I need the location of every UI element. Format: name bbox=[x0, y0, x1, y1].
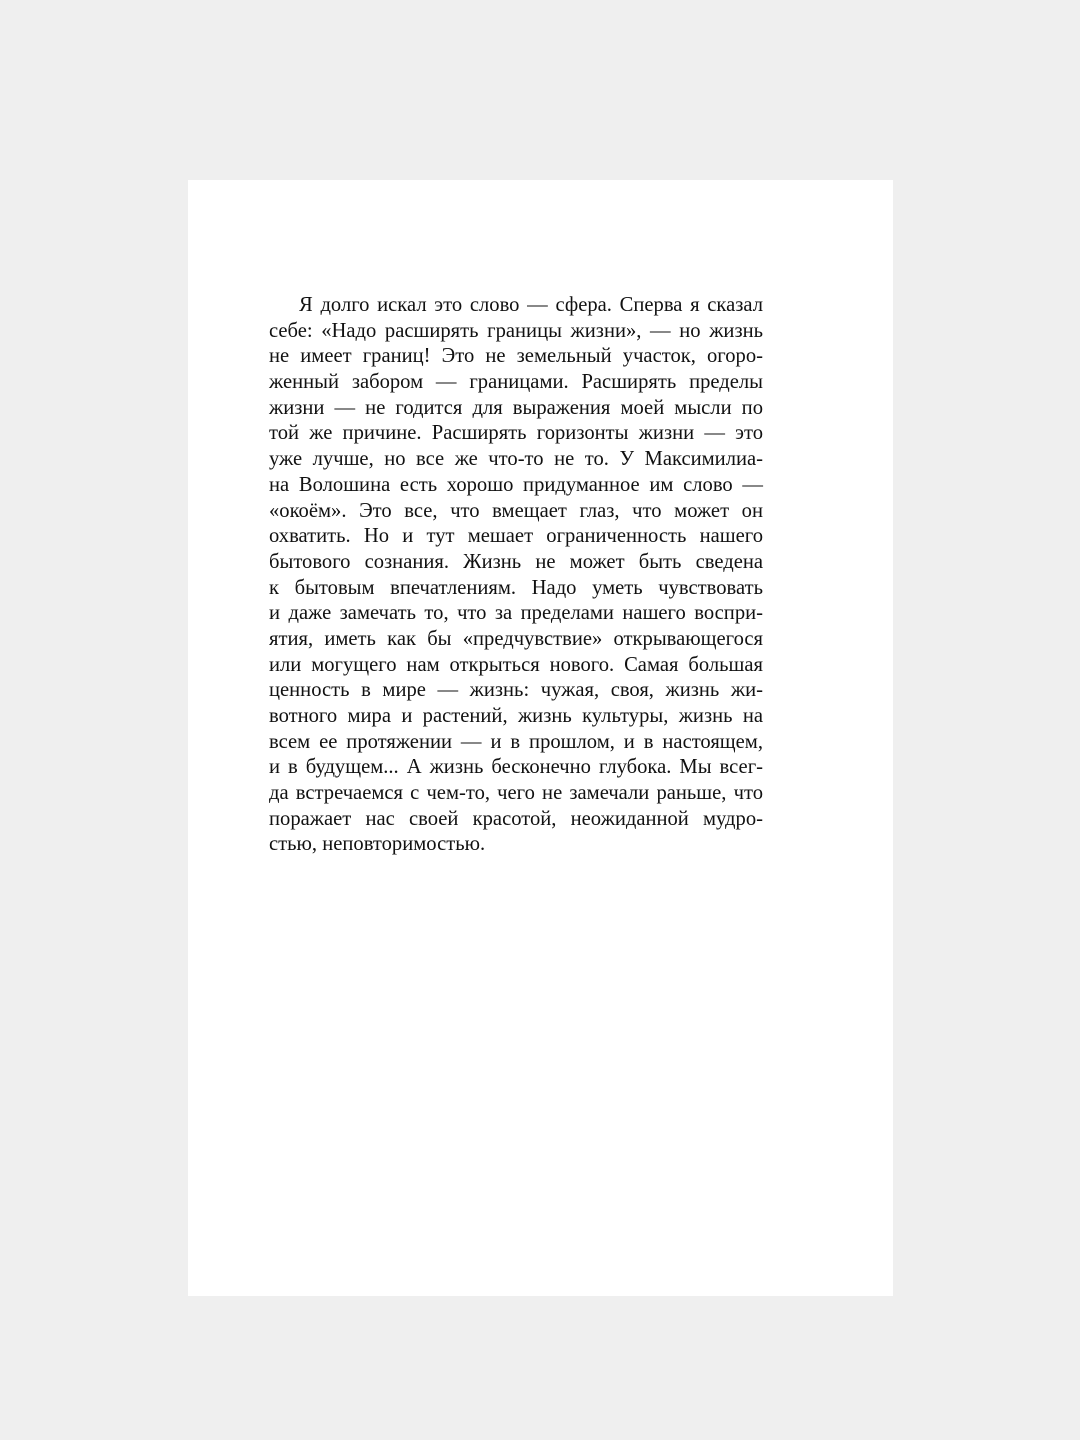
text-line: поражает нас своей красотой, неожиданной мудро- bbox=[269, 807, 763, 830]
text-line: Я долго искал это слово — сфера. Сперва я сказал bbox=[299, 294, 763, 316]
text-line: не имеет границ! Это не земельный участок, огоро- bbox=[269, 345, 763, 368]
text-line: вотного мира и растений, жизнь культуры, жизнь на bbox=[269, 705, 763, 727]
text-line: ятия, иметь как бы «предчувствие» открывающегося bbox=[269, 627, 763, 650]
text-line: всем ее протяжении — и в прошлом, и в настоящем, bbox=[269, 730, 763, 753]
text-line: уже лучше, но все же что-то не то. У Максимилиа- bbox=[269, 448, 763, 471]
text-line: или могущего нам открыться нового. Самая большая bbox=[269, 653, 763, 676]
text-line: ценность в мире — жизнь: чужая, своя, жизнь жи- bbox=[269, 679, 763, 702]
text-line: бытового сознания. Жизнь не может быть сведена bbox=[269, 550, 763, 573]
text-line: да встречаемся с чем-то, чего не замечали раньше, что bbox=[269, 782, 763, 805]
text-line: женный забором — границами. Расширять пределы bbox=[269, 371, 763, 394]
text-line: и в будущем... А жизнь бесконечно глубока. Мы всег- bbox=[269, 756, 763, 779]
text-line: на Волошина есть хорошо придуманное им слово — bbox=[269, 473, 763, 496]
text-line: стью, неповторимостью. bbox=[269, 833, 486, 856]
text-line: и даже замечать то, что за пределами нашего воспри- bbox=[269, 602, 763, 625]
paragraph bbox=[269, 293, 763, 858]
text-line: «окоём». Это все, что вмещает глаз, что может он bbox=[269, 499, 763, 522]
book-page bbox=[188, 180, 893, 1296]
text-line: жизни — не годится для выражения моей мысли по bbox=[269, 396, 763, 419]
text-line: себе: «Надо расширять границы жизни», — но жизнь bbox=[269, 319, 763, 342]
text-line: к бытовым впечатлениям. Надо уметь чувствовать bbox=[269, 576, 763, 599]
text-line: той же причине. Расширять горизонты жизни — это bbox=[269, 422, 763, 445]
text-line: охватить. Но и тут мешает ограниченность нашего bbox=[269, 525, 763, 548]
